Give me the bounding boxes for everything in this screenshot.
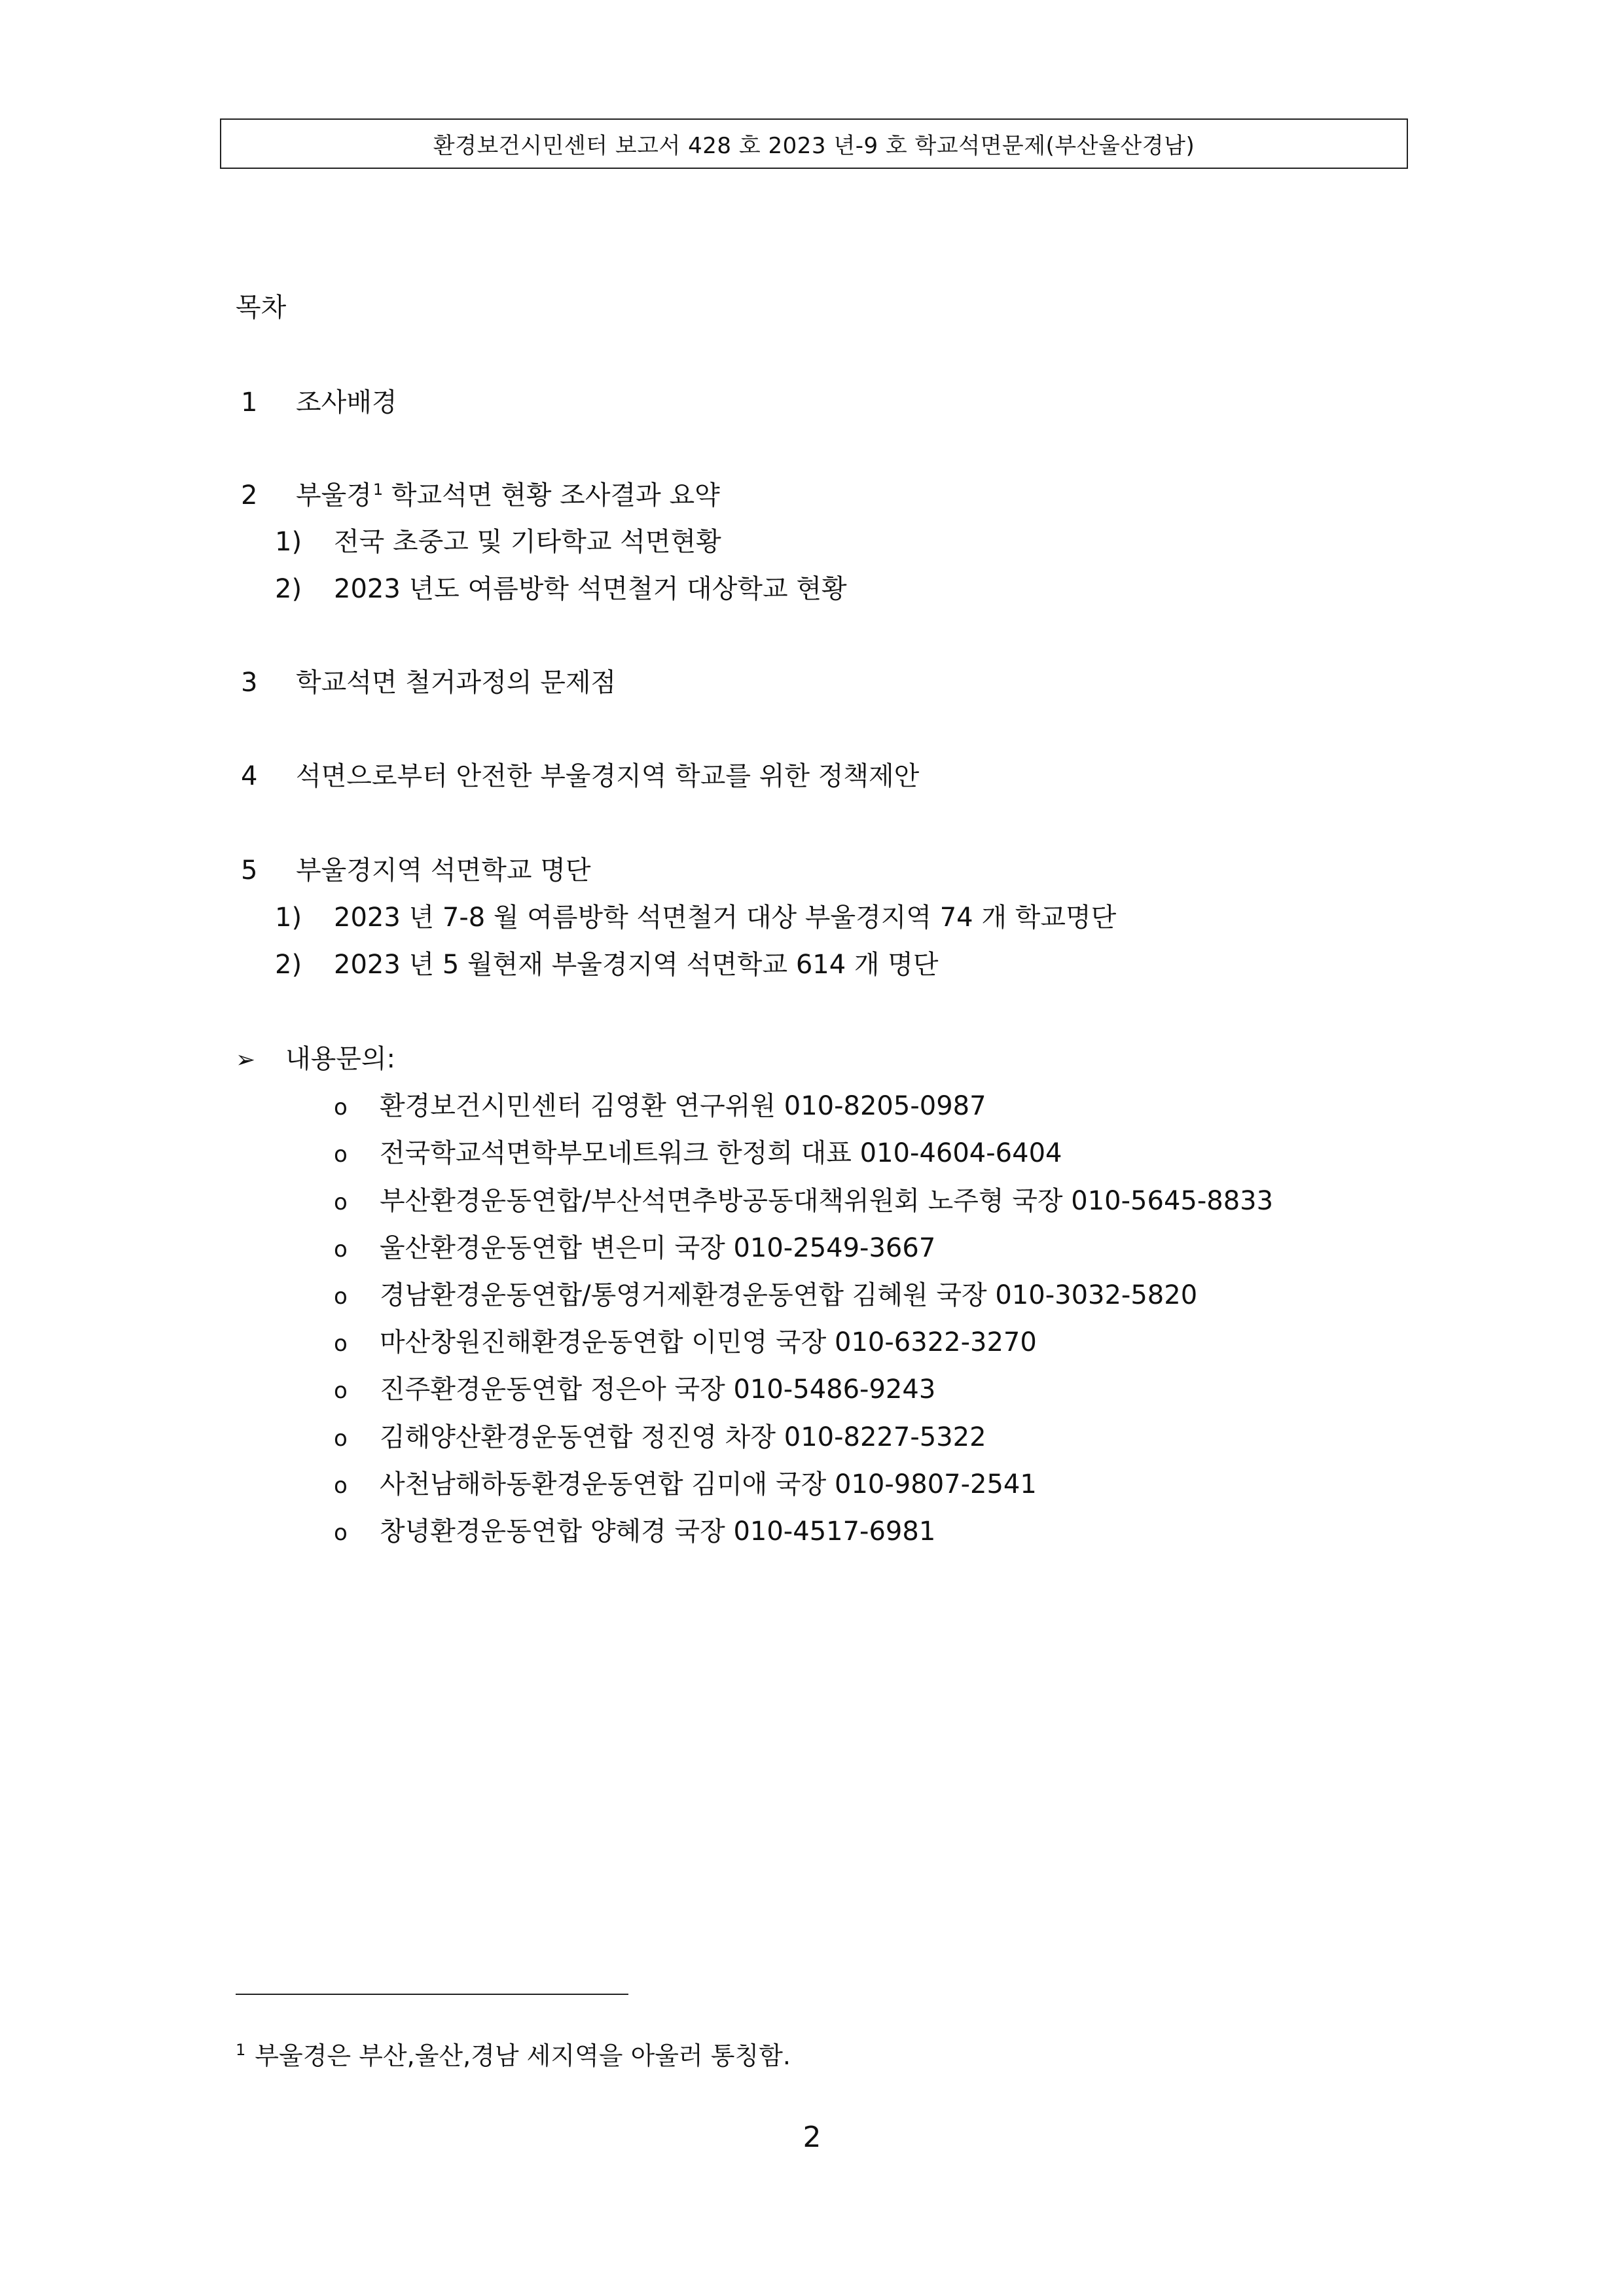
arrow-bullet-icon: ➢ <box>236 1047 256 1073</box>
toc-subsection-title: 2023 년 5 월현재 부울경지역 석면학교 614 개 명단 <box>334 950 939 980</box>
contact-item <box>334 1140 1062 1166</box>
contact-text: 마산창원진해환경운동연합 이민영 국장 010-6322-3270 <box>380 1327 1037 1357</box>
circle-bullet-icon: o <box>334 1189 348 1215</box>
contact-item <box>334 1329 1037 1355</box>
toc-subsection-number: 1) <box>275 903 302 933</box>
contact-text: 사천남해하동환경운동연합 김미애 국장 010-9807-2541 <box>380 1469 1037 1499</box>
toc-subsection-5-2 <box>275 952 939 978</box>
contact-item <box>334 1424 986 1450</box>
contact-item <box>334 1235 935 1261</box>
toc-section-2 <box>241 482 720 509</box>
contact-text: 환경보건시민센터 김영환 연구위원 010-8205-0987 <box>380 1091 986 1121</box>
toc-subsection-number: 2) <box>275 950 302 980</box>
toc-section-title: 학교석면 철거과정의 문제점 <box>296 668 617 698</box>
toc-subsection-number: 1) <box>275 527 302 557</box>
contacts-heading <box>236 1046 395 1072</box>
circle-bullet-icon: o <box>334 1141 348 1168</box>
footnote-reference[interactable]: 1 <box>372 480 384 499</box>
contact-text: 전국학교석면학부모네트워크 한정희 대표 010-4604-6404 <box>380 1138 1062 1168</box>
contacts-label: 내용문의: <box>285 1044 396 1074</box>
page-number: 2 <box>803 2121 821 2154</box>
report-header-title: 환경보건시민센터 보고서 428 호 2023 년-9 호 학교석면문제(부산울산경남) <box>433 133 1195 159</box>
circle-bullet-icon: o <box>334 1426 348 1452</box>
contact-text: 울산환경운동연합 변은미 국장 010-2549-3667 <box>380 1233 936 1263</box>
toc-section-5 <box>241 857 590 884</box>
circle-bullet-icon: o <box>334 1520 348 1546</box>
toc-section-title: 부울경지역 석면학교 명단 <box>296 855 591 886</box>
report-header-box <box>220 118 1408 169</box>
toc-section-4 <box>241 763 919 789</box>
toc-heading: 목차 <box>236 293 287 323</box>
toc-subsection-number: 2) <box>275 574 302 604</box>
toc-subsection-2-1 <box>275 529 721 555</box>
toc-section-title: 부울경 <box>296 480 372 511</box>
contact-item <box>334 1471 1037 1498</box>
contact-text: 부산환경운동연합/부산석면추방공동대책위원회 노주형 국장 010-5645-8833 <box>380 1186 1274 1216</box>
footnote-number: 1 <box>236 2041 246 2060</box>
footnote <box>236 2036 791 2072</box>
toc-subsection-2-2 <box>275 576 847 602</box>
circle-bullet-icon: o <box>334 1473 348 1499</box>
toc-subsection-5-1 <box>275 905 1116 931</box>
circle-bullet-icon: o <box>334 1331 348 1357</box>
contact-text: 진주환경운동연합 정은아 국장 010-5486-9243 <box>380 1374 936 1405</box>
toc-section-number: 4 <box>241 761 258 791</box>
toc-section-title: 석면으로부터 안전한 부울경지역 학교를 위한 정책제안 <box>296 761 920 791</box>
toc-section-number: 3 <box>241 668 258 698</box>
footnote-text: 부울경은 부산,울산,경남 세지역을 아울러 통칭함. <box>255 2041 791 2070</box>
contact-text: 김해양산환경운동연합 정진영 차장 010-8227-5322 <box>380 1422 986 1452</box>
toc-section-number: 5 <box>241 855 258 886</box>
circle-bullet-icon: o <box>334 1283 348 1310</box>
contact-item <box>334 1376 935 1403</box>
toc-section-number: 2 <box>241 480 258 511</box>
toc-subsection-title: 2023 년도 여름방학 석면철거 대상학교 현황 <box>334 574 847 604</box>
contact-item <box>334 1093 986 1119</box>
toc-subsection-title: 전국 초중고 및 기타학교 석면현황 <box>334 527 721 557</box>
contact-text: 창녕환경운동연합 양혜경 국장 010-4517-6981 <box>380 1516 936 1547</box>
circle-bullet-icon: o <box>334 1378 348 1404</box>
toc-section-3 <box>241 670 616 696</box>
contact-item <box>334 1282 1197 1308</box>
circle-bullet-icon: o <box>334 1094 348 1121</box>
contact-item <box>334 1518 935 1545</box>
contact-item <box>334 1188 1273 1214</box>
toc-section-number: 1 <box>241 387 258 418</box>
toc-section-title: 조사배경 <box>296 387 397 418</box>
contact-text: 경남환경운동연합/통영거제환경운동연합 김혜원 국장 010-3032-5820 <box>380 1280 1198 1310</box>
toc-section-title-rest: 학교석면 현황 조사결과 요약 <box>383 480 720 511</box>
circle-bullet-icon: o <box>334 1236 348 1263</box>
footnote-separator <box>236 1994 628 1995</box>
toc-section-1 <box>241 389 397 416</box>
toc-subsection-title: 2023 년 7-8 월 여름방학 석면철거 대상 부울경지역 74 개 학교명단 <box>334 903 1117 933</box>
